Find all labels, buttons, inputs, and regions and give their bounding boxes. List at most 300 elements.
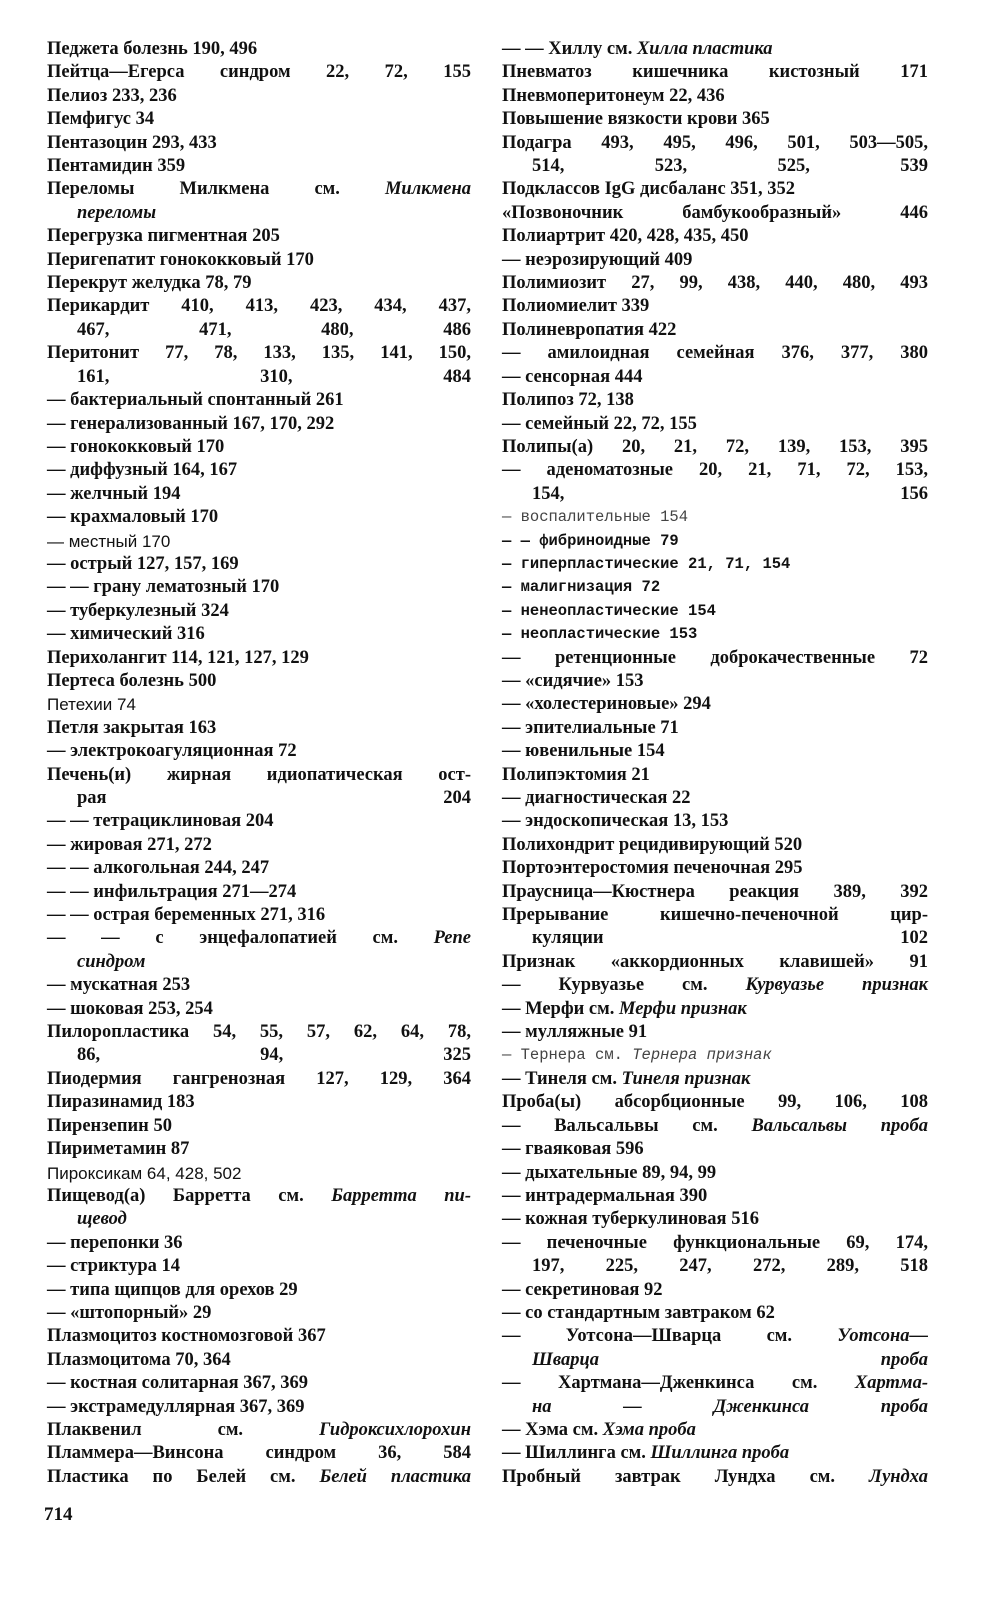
entry-term: «Позвоночник бамбукообразный» 446 <box>502 202 928 223</box>
entry-term: — интрадермальная 390 <box>502 1185 708 1206</box>
entry-text <box>47 484 180 504</box>
entry-text <box>47 437 224 457</box>
index-entry <box>502 693 928 716</box>
index-entry <box>47 295 471 342</box>
entry-term: — «сидячие» 153 <box>502 670 644 691</box>
entry-term: — химический 316 <box>47 624 205 645</box>
entry-text <box>47 648 309 668</box>
index-entry <box>47 740 471 763</box>
entry-see-reference: Хилла пластика <box>636 39 773 59</box>
entry-text <box>502 1467 928 1487</box>
entry-term: Полипэктомия 21 <box>502 764 650 785</box>
entry-text <box>502 133 928 153</box>
entry-text <box>502 86 725 106</box>
entry-text <box>47 1069 471 1089</box>
entry-text <box>502 999 747 1019</box>
index-entry <box>502 998 928 1021</box>
entry-term: — диагностическая 22 <box>502 788 691 808</box>
entry-text <box>502 203 928 223</box>
entry-text <box>502 320 676 340</box>
entry-see-reference: Курвуазье признак <box>745 975 928 996</box>
index-entry <box>47 576 471 599</box>
entry-term: — мулляжные 91 <box>502 1022 648 1043</box>
index-entry <box>47 1302 471 1325</box>
entry-text <box>47 226 280 246</box>
entry-term: — семейный 22, 72, 155 <box>502 413 697 434</box>
entry-term: Перихолангит 114, 121, 127, 129 <box>47 647 309 668</box>
entry-term: — костная солитарная 367, 369 <box>47 1373 309 1394</box>
index-entry <box>47 717 471 740</box>
index-entry <box>47 85 471 108</box>
entry-term: — — острая беременных 271, 316 <box>47 905 326 926</box>
entry-text <box>47 507 218 527</box>
index-entry <box>47 272 471 295</box>
entry-text <box>47 905 325 925</box>
entry-term: — — фибриноидные 79 <box>502 531 679 550</box>
index-entry <box>502 670 928 693</box>
entry-term: Пентамидин 359 <box>47 156 186 177</box>
entry-term: — — Хиллу см. <box>502 39 637 59</box>
entry-text <box>502 811 728 831</box>
entry-text <box>47 343 471 363</box>
entry-term: Пириметамин 87 <box>47 1139 190 1160</box>
index-entry <box>502 389 928 412</box>
index-entry <box>47 881 471 904</box>
entry-continuation: 161, 310, 484 <box>77 366 471 387</box>
entry-term: Пертеса болезнь 500 <box>47 670 217 691</box>
index-entry <box>502 1138 928 1161</box>
entry-text <box>502 532 679 550</box>
index-entry <box>47 459 471 482</box>
index-entry <box>502 1302 928 1325</box>
index-entry <box>502 881 928 904</box>
entry-text <box>47 928 471 948</box>
entry-text <box>47 1186 471 1206</box>
entry-text <box>502 741 665 761</box>
entry-text <box>47 695 136 714</box>
entry-term: — неопластические 153 <box>502 625 698 644</box>
index-entry <box>47 1068 471 1091</box>
entry-continuation: 154, 156 <box>532 483 928 504</box>
index-entry <box>502 1466 928 1489</box>
entry-term: — амилоидная семейная 376, 377, 380 <box>502 343 928 364</box>
index-entry <box>47 530 471 553</box>
index-entry <box>502 1115 928 1138</box>
index-entry <box>47 1021 471 1068</box>
index-entry <box>47 857 471 880</box>
entry-see-reference: Шиллинга проба <box>650 1443 790 1464</box>
entry-text <box>502 905 928 925</box>
entry-text <box>502 835 802 855</box>
entry-term: Повышение вязкости крови 365 <box>502 109 770 130</box>
index-entry <box>502 202 928 225</box>
index-entry <box>47 810 471 833</box>
index-entry <box>47 600 471 623</box>
entry-term: Пейтца—Егерса синдром 22, 72, 155 <box>47 62 471 83</box>
index-entry <box>47 553 471 576</box>
entry-text <box>47 1373 308 1393</box>
entry-see-reference: Репе <box>433 928 471 949</box>
entry-text <box>47 39 257 59</box>
index-entry <box>47 436 471 459</box>
entry-term: — неэрозирующий 409 <box>502 249 693 270</box>
index-entry <box>47 647 471 670</box>
page-number: 714 <box>44 1504 73 1525</box>
entry-continuation: синдром <box>77 951 146 972</box>
entry-text <box>502 694 711 714</box>
index-entry <box>47 998 471 1021</box>
entry-term: Портоэнтеростомия печеночная 295 <box>502 858 803 879</box>
entry-see-reference: Мерфи признак <box>619 998 747 1019</box>
index-entry <box>502 1279 928 1302</box>
entry-term: Перекрут желудка 78, 79 <box>47 273 252 294</box>
entry-text <box>47 811 274 831</box>
index-entry <box>502 1021 928 1044</box>
entry-text <box>47 882 296 902</box>
entry-text <box>47 554 239 574</box>
index-entry <box>47 764 471 811</box>
entry-text <box>502 1326 928 1346</box>
entry-text <box>502 1280 663 1300</box>
entry-term: — ненеопластические 154 <box>502 601 716 620</box>
entry-text <box>47 601 229 621</box>
entry-text <box>47 1164 241 1183</box>
entry-term: Петля закрытая 163 <box>47 717 217 738</box>
entry-term: — Тинеля см. <box>502 1068 622 1089</box>
index-entry <box>502 1372 928 1419</box>
entry-see-reference: Лундха <box>869 1466 928 1487</box>
entry-text <box>47 765 471 785</box>
entry-term: — стриктура 14 <box>47 1256 181 1277</box>
entry-term: — «штопорный» 29 <box>47 1302 212 1323</box>
index-entry <box>502 857 928 880</box>
index-entry <box>47 506 471 529</box>
entry-term: Пиодермия гангренозная 127, 129, 364 <box>47 1068 471 1089</box>
entry-text <box>47 1443 471 1463</box>
entry-term: Праусница—Кюстнера реакция 389, 392 <box>502 881 928 902</box>
entry-text <box>502 296 649 316</box>
index-column-right <box>502 38 928 1489</box>
entry-text <box>502 1069 750 1089</box>
index-entry <box>47 1255 471 1278</box>
index-entry <box>47 670 471 693</box>
entry-text <box>47 975 190 995</box>
entry-text <box>47 718 216 738</box>
entry-term: — Хартмана—Дженкинса см. <box>502 1373 855 1394</box>
entry-term: — ювенильные 154 <box>502 741 665 762</box>
entry-text <box>47 1420 471 1440</box>
entry-term: Плазмоцитоз костномозговой 367 <box>47 1326 326 1347</box>
entry-text <box>47 1350 231 1370</box>
entry-term: — Хэма см. <box>502 1419 603 1440</box>
entry-text <box>502 273 928 293</box>
entry-term: Переломы Милкмена см. <box>47 179 385 200</box>
entry-text <box>502 788 691 808</box>
index-entry <box>47 623 471 646</box>
entry-term: Признак «аккордионных клавишей» 91 <box>502 951 928 972</box>
entry-continuation: Шварца проба <box>532 1349 928 1370</box>
entry-text <box>502 765 650 785</box>
entry-term: Прерывание кишечно-печеночной цир- <box>502 905 928 926</box>
entry-text <box>47 1233 183 1253</box>
index-entry <box>502 1162 928 1185</box>
entry-text <box>47 86 177 106</box>
entry-text <box>502 1116 928 1136</box>
index-entry <box>47 413 471 436</box>
index-entry <box>502 342 928 365</box>
entry-text <box>47 999 213 1019</box>
index-entry <box>502 295 928 318</box>
entry-text <box>502 555 790 573</box>
entry-text <box>502 390 634 410</box>
entry-text <box>47 1467 471 1487</box>
entry-term: — — тетрациклиновая 204 <box>47 811 274 832</box>
index-entry <box>502 1232 928 1279</box>
entry-text <box>502 179 795 199</box>
index-entry <box>502 787 928 810</box>
index-entry <box>502 1208 928 1231</box>
entry-text <box>502 460 928 480</box>
entry-term: — шоковая 253, 254 <box>47 998 213 1019</box>
index-entry <box>47 342 471 389</box>
index-entry <box>502 132 928 179</box>
entry-term: Пироксикам 64, 428, 502 <box>47 1163 242 1183</box>
entry-text <box>47 1022 471 1042</box>
entry-term: — гиперпластические 21, 71, 154 <box>502 554 791 573</box>
index-entry <box>47 389 471 412</box>
entry-text <box>502 578 660 596</box>
entry-term: — сенсорная 444 <box>502 366 643 387</box>
entry-term: — гваяковая 596 <box>502 1139 644 1160</box>
entry-term: — эпителиальные 71 <box>502 717 679 738</box>
entry-term: Полиомиелит 339 <box>502 296 650 317</box>
entry-term: — печеночные функциональные 69, 174, <box>502 1232 928 1253</box>
entry-text <box>502 1233 928 1253</box>
entry-text <box>47 1280 298 1300</box>
entry-text <box>502 1443 789 1463</box>
entry-text <box>47 1397 304 1417</box>
entry-term: Перигепатит гонококковый 170 <box>47 249 314 270</box>
entry-text <box>502 414 697 434</box>
entry-text <box>47 62 471 82</box>
entry-continuation: 86, 94, 325 <box>77 1045 471 1066</box>
entry-see-reference: Белей пластика <box>319 1466 471 1487</box>
index-entry <box>502 1044 928 1067</box>
entry-text <box>47 577 279 597</box>
entry-term: Подагра 493, 495, 496, 501, 503—505, <box>502 132 928 153</box>
index-entry <box>47 1396 471 1419</box>
entry-term: — электрокоагуляционная 72 <box>47 741 297 762</box>
entry-see-reference: Милкмена <box>384 179 471 200</box>
entry-text <box>47 460 237 480</box>
entry-term: Пиразинамид 183 <box>47 1092 195 1113</box>
entry-term: — Тернера см. <box>502 1046 633 1065</box>
index-entry <box>502 553 928 576</box>
entry-continuation: на — Дженкинса проба <box>532 1396 928 1417</box>
entry-term: — со стандартным завтраком 62 <box>502 1302 775 1323</box>
entry-term: Полипы(а) 20, 21, 72, 139, 153, 395 <box>502 436 928 457</box>
entry-term: — диффузный 164, 167 <box>47 460 238 481</box>
entry-term: — перепонки 36 <box>47 1232 183 1253</box>
entry-text <box>502 109 770 129</box>
entry-see-reference: Гидроксихлорохин <box>319 1419 471 1440</box>
entry-term: — жировая 271, 272 <box>47 834 212 855</box>
entry-term: — — инфильтрация 271—274 <box>47 881 297 902</box>
entry-term: — генерализованный 167, 170, 292 <box>47 413 335 434</box>
index-entry <box>47 249 471 272</box>
entry-text <box>502 858 803 878</box>
entry-term: Плазмоцитома 70, 364 <box>47 1349 231 1370</box>
entry-term: — Курвуазье см. <box>502 975 746 996</box>
entry-term: — Вальсальвы см. <box>502 1115 752 1136</box>
entry-text <box>47 414 334 434</box>
entry-see-reference: Уотсона— <box>837 1326 928 1347</box>
entry-term: Пробный завтрак Лундха см. <box>502 1466 870 1487</box>
index-entry <box>502 623 928 646</box>
entry-see-reference: Хартма- <box>854 1373 928 1394</box>
entry-text <box>502 1092 928 1112</box>
entry-term: — желчный 194 <box>47 483 181 504</box>
entry-text <box>47 133 217 153</box>
entry-term: Пневмоперитонеум 22, 436 <box>502 85 725 106</box>
entry-term: Педжета болезнь 190, 496 <box>47 39 258 59</box>
entry-continuation: 197, 225, 247, 272, 289, 518 <box>532 1256 928 1277</box>
entry-text <box>502 1303 775 1323</box>
entry-term: — бактериальный спонтанный 261 <box>47 390 344 411</box>
entry-continuation: 514, 523, 525, 539 <box>532 156 928 177</box>
entry-term: Пищевод(а) Барретта см. <box>47 1185 332 1206</box>
index-entry <box>47 1185 471 1232</box>
index-entry <box>502 600 928 623</box>
entry-term: Пентазоцин 293, 433 <box>47 132 217 153</box>
entry-text <box>502 1373 928 1393</box>
index-entry <box>502 1068 928 1091</box>
entry-text <box>47 179 471 199</box>
entry-text <box>502 1420 696 1440</box>
entry-text <box>502 39 773 59</box>
index-entry <box>502 717 928 740</box>
entry-term: Плаквенил см. <box>47 1419 320 1440</box>
entry-text <box>502 367 642 387</box>
index-entry <box>502 366 928 389</box>
index-entry <box>47 834 471 857</box>
index-entry <box>502 85 928 108</box>
entry-text <box>47 1256 180 1276</box>
entry-term: — Мерфи см. <box>502 998 619 1019</box>
index-entry <box>502 951 928 974</box>
entry-see-reference: Барретта пи- <box>331 1185 471 1206</box>
entry-term: — — грану лематозный 170 <box>47 577 280 598</box>
entry-text <box>502 62 928 82</box>
entry-term: — экстрамедуллярная 367, 369 <box>47 1396 305 1417</box>
entry-term: Пемфигус 34 <box>47 109 155 130</box>
index-entry <box>47 38 471 61</box>
entry-term: — кожная туберкулиновая 516 <box>502 1209 759 1230</box>
entry-text <box>47 296 471 316</box>
entry-term: — крахмаловый 170 <box>47 507 219 528</box>
index-entry <box>502 810 928 833</box>
entry-text <box>47 1092 195 1112</box>
index-entry <box>47 1091 471 1114</box>
entry-text <box>47 1139 189 1159</box>
entry-text <box>47 1116 172 1136</box>
entry-term: Проба(ы) абсорбционные 99, 106, 108 <box>502 1092 928 1113</box>
entry-term: Пилоропластика 54, 55, 57, 62, 64, 78, <box>47 1022 471 1043</box>
index-entry <box>47 1162 471 1185</box>
index-entry <box>502 764 928 787</box>
entry-text <box>502 1186 707 1206</box>
index-entry <box>502 249 928 272</box>
entry-term: — воспалительные 154 <box>502 508 689 527</box>
entry-text <box>502 1163 716 1183</box>
entry-text <box>502 343 928 363</box>
index-entry <box>47 1138 471 1161</box>
entry-text <box>47 835 212 855</box>
index-entry <box>502 1185 928 1208</box>
entry-term: Подклассов IgG дисбаланс 351, 352 <box>502 179 796 200</box>
entry-term: Пламмера—Винсона синдром 36, 584 <box>47 1443 471 1464</box>
entry-text <box>502 602 716 620</box>
index-entry <box>502 904 928 951</box>
index-entry <box>47 178 471 225</box>
entry-text <box>47 1303 211 1323</box>
entry-term: — острый 127, 157, 169 <box>47 553 239 574</box>
entry-term: Петехии 74 <box>47 695 136 715</box>
index-entry <box>502 272 928 295</box>
entry-see-reference: Хэма проба <box>602 1419 696 1440</box>
entry-continuation: куляции 102 <box>532 928 928 949</box>
entry-term: — эндоскопическая 13, 153 <box>502 811 729 832</box>
entry-term: Полиневропатия 422 <box>502 319 677 340</box>
entry-term: — ретенционные доброкачественные 72 <box>502 647 928 668</box>
entry-term: Перитонит 77, 78, 133, 135, 141, 150, <box>47 343 471 364</box>
index-entry <box>47 1419 471 1442</box>
index-entry <box>47 155 471 178</box>
entry-text <box>47 156 185 176</box>
index-entry <box>502 319 928 342</box>
entry-text <box>502 952 928 972</box>
entry-term: Пластика по Белей см. <box>47 1466 320 1487</box>
entry-term: — Шиллинга см. <box>502 1443 651 1464</box>
entry-term: Перикардит 410, 413, 423, 434, 437, <box>47 296 471 317</box>
entry-text <box>47 532 170 551</box>
index-entry <box>502 1091 928 1114</box>
index-entry <box>47 1279 471 1302</box>
index-entry <box>502 576 928 599</box>
index-entry <box>502 108 928 131</box>
entry-text <box>47 1326 326 1346</box>
index-entry <box>47 1115 471 1138</box>
entry-term: — туберкулезный 324 <box>47 600 229 621</box>
entry-text <box>502 671 644 691</box>
index-entry <box>47 108 471 131</box>
entry-text <box>502 250 692 270</box>
entry-text <box>502 1022 647 1042</box>
index-entry <box>502 436 928 459</box>
entry-term: — секретиновая 92 <box>502 1279 663 1300</box>
entry-text <box>47 858 269 878</box>
index-entry <box>47 1372 471 1395</box>
entry-see-reference: Тернера признак <box>632 1046 772 1065</box>
entry-text <box>502 508 688 526</box>
entry-text <box>47 624 205 644</box>
entry-term: Полихондрит рецидивирующий 520 <box>502 834 803 855</box>
index-entry <box>502 38 928 61</box>
entry-text <box>502 648 928 668</box>
entry-text <box>502 1046 772 1064</box>
entry-term: — гонококковый 170 <box>47 436 225 457</box>
entry-see-reference: Тинеля признак <box>621 1068 751 1089</box>
